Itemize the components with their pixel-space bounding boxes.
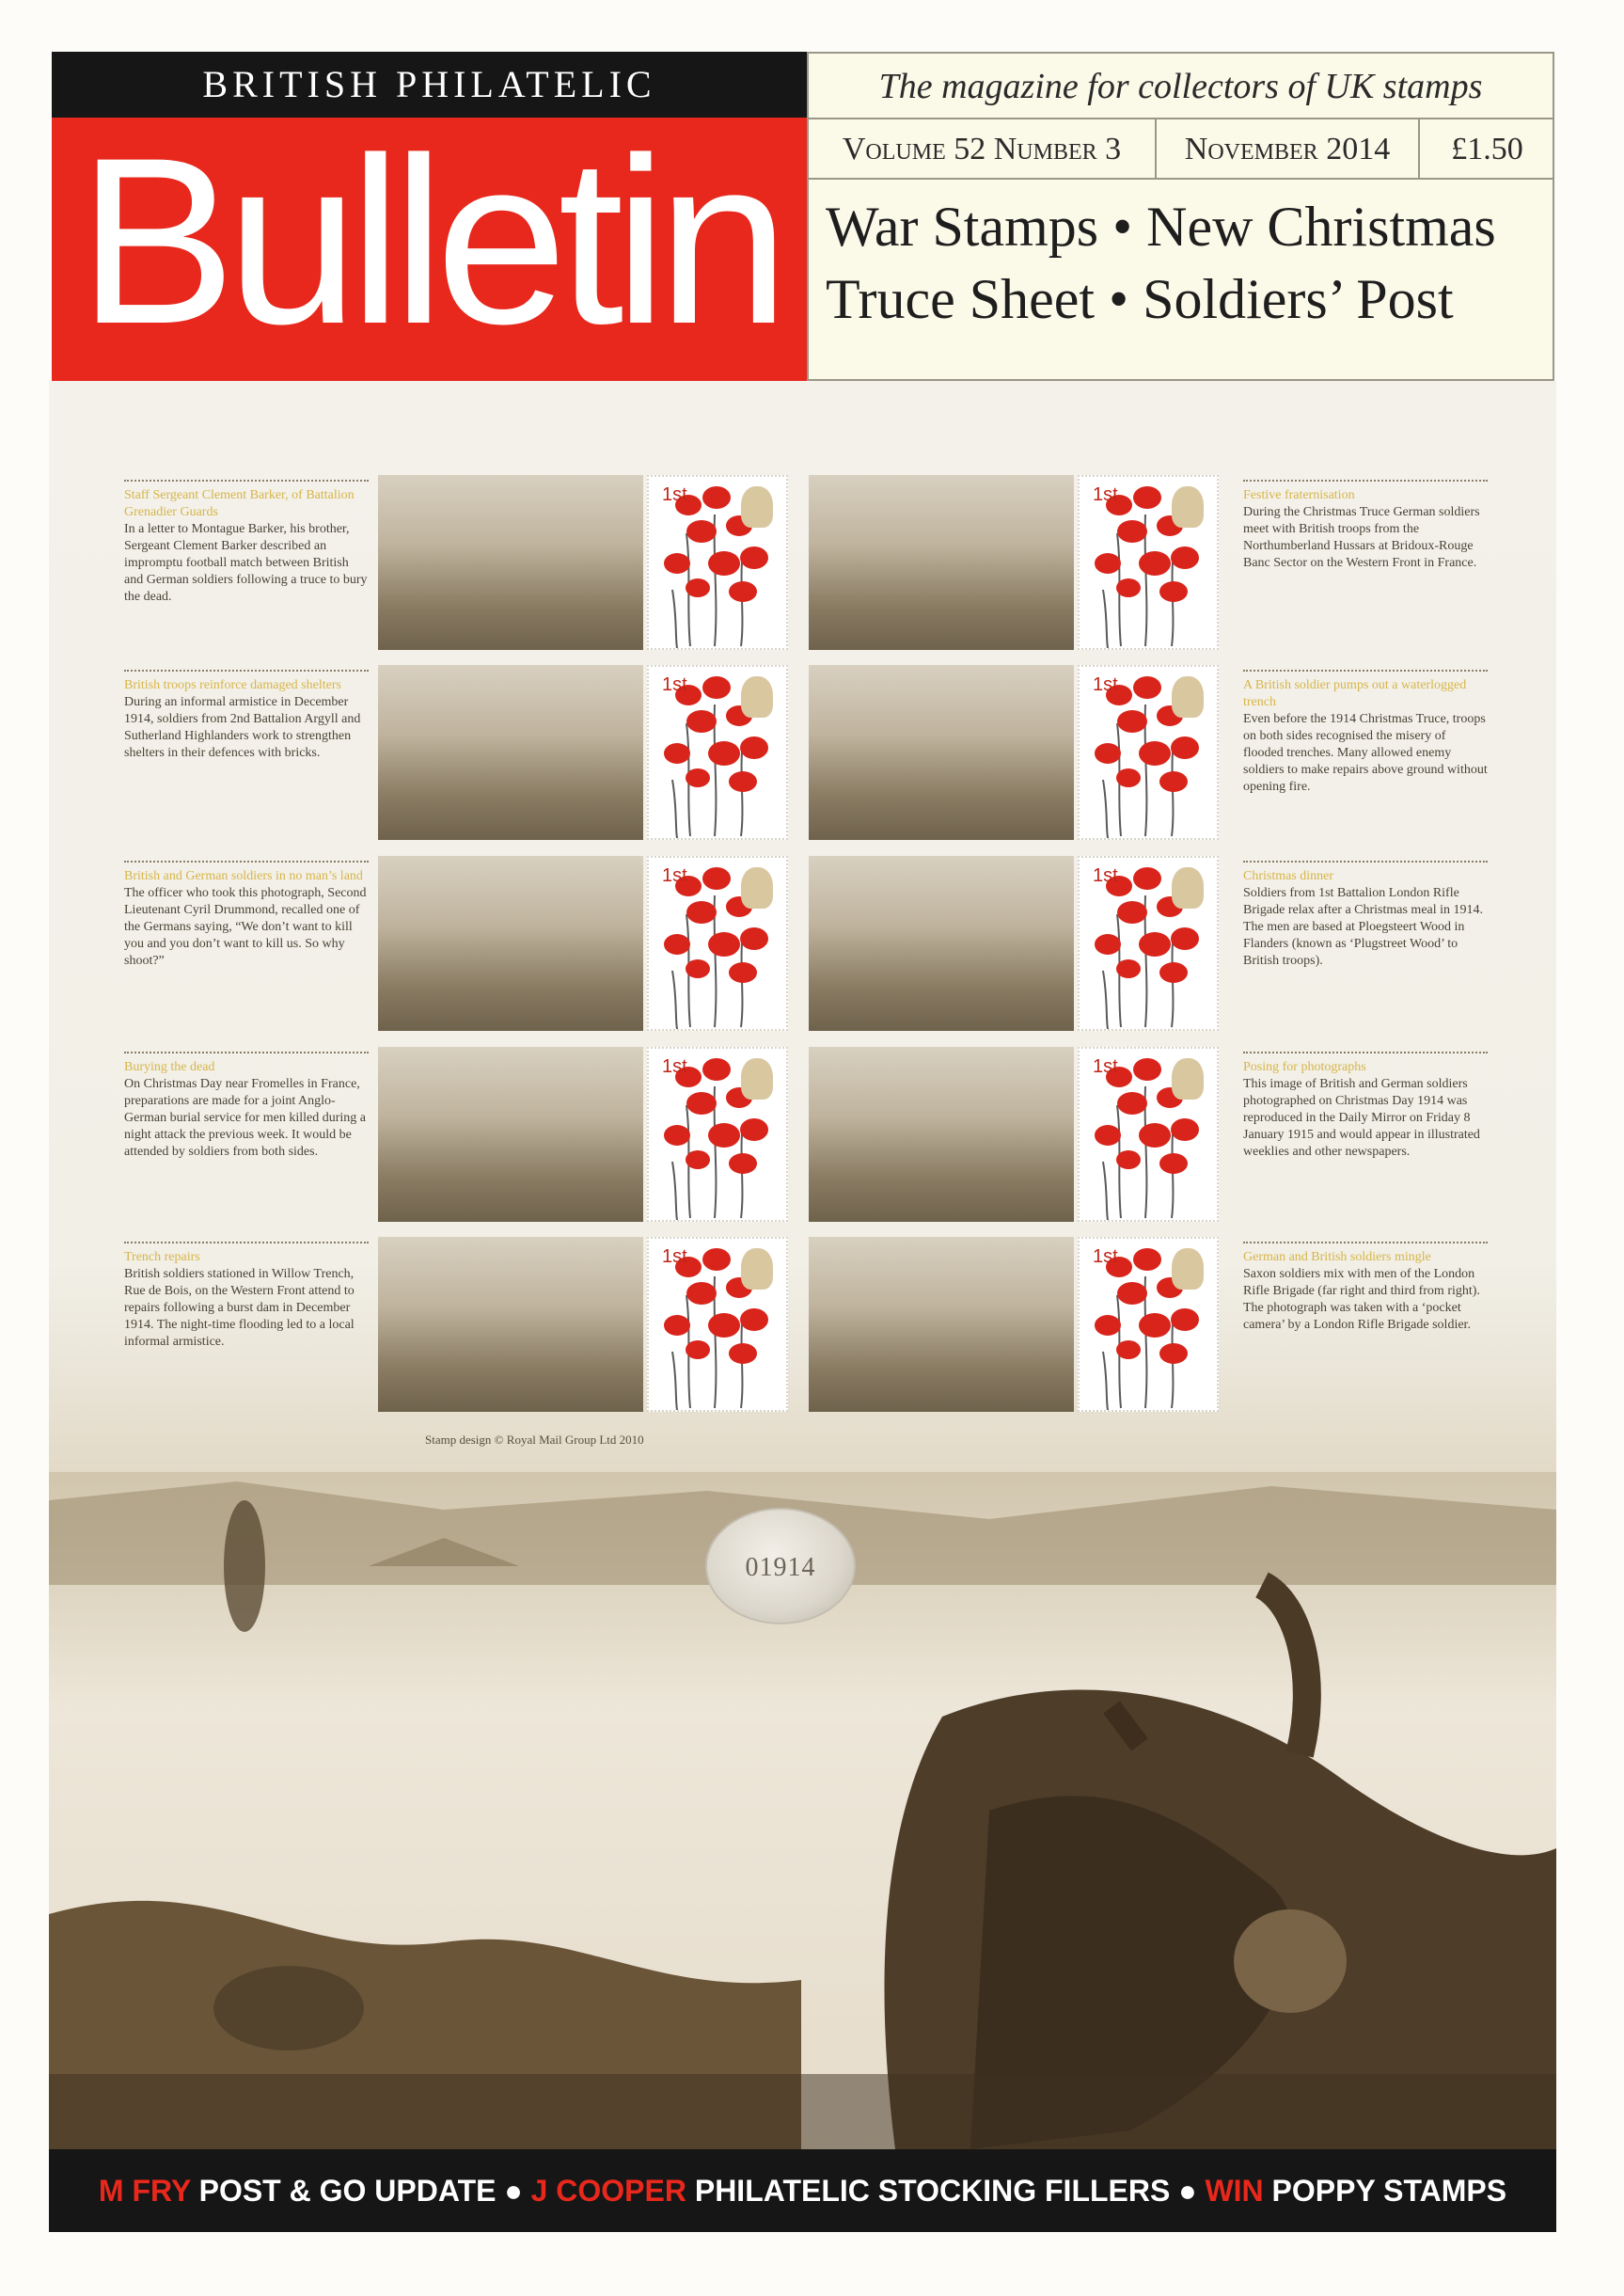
sheet-photo [378,1237,643,1412]
queen-head-icon [1172,676,1204,718]
teaser-3-name: WIN [1205,2174,1264,2208]
poppy-stamp [647,665,788,840]
tagline: The magazine for collectors of UK stamps [809,54,1553,119]
queen-head-icon [741,486,773,528]
poppy-stamp [1078,856,1219,1031]
queen-head-icon [741,867,773,909]
sheet-photo [378,665,643,840]
queen-head-icon [1172,486,1204,528]
poppy-stamp [1078,1047,1219,1222]
caption-left-2: British troops reinforce damaged shelters During an informal armistice in December 1914, soldiers from 2nd Battalion Argyll and Sutherland Highlanders work to strengthen shelters in their defences with bricks. [124,670,369,762]
queen-head-icon [1172,1248,1204,1290]
queen-head-icon [741,1248,773,1290]
queen-head-icon [741,1058,773,1100]
caption-right-5: German and British soldiers mingle Saxon soldiers mix with men of the London Rifle Brigade (far right and third from right). The photograph was taken with a ‘pocket camera’ by a London Rifle Brigade soldier. [1243,1242,1488,1334]
poppy-stamp [647,475,788,650]
sheet-photo [809,665,1074,840]
sheet-photo [809,1237,1074,1412]
issue-info-row [809,119,1553,180]
stamp-denomination: 1st [662,674,687,695]
queen-head-icon [741,676,773,718]
masthead-info-panel [807,52,1554,381]
caption-left-1: Staff Sergeant Clement Barker, of Battalion Grenadier Guards In a letter to Montague Barker, his brother, Sergeant Clement Barker described an impromptu football match between British and German soldiers following a truce to bury the dead. [124,480,369,606]
stamp-denomination: 1st [662,1056,687,1077]
stamp-denomination: 1st [1093,865,1118,886]
tag-number: 01914 [745,1553,816,1582]
identity-tag-icon [705,1508,856,1624]
poppy-stamp [1078,1237,1219,1412]
sheet-photo [378,856,643,1031]
caption-left-4: Burying the dead On Christmas Day near Fromelles in France, preparations are made for a joint Anglo-German burial service for men killed during a night attack the previous week. It would be attended by soldiers from both sides. [124,1052,369,1161]
title-block [52,109,807,381]
caption-right-4: Posing for photographs This image of British and German soldiers photographed on Christmas Day 1914 was reproduced in the Daily Mirror on Friday 8 January 1915 and would appear in illustrated weeklies and other newspapers. [1243,1052,1488,1161]
footer-teasers [49,2149,1556,2232]
stamp-denomination: 1st [662,484,687,505]
poppy-stamp [1078,475,1219,650]
poppy-stamp [647,856,788,1031]
teaser-3-text: POPPY STAMPS [1271,2174,1507,2208]
teaser-2-name: J COOPER [530,2174,686,2208]
headline-line-2: Truce Sheet • Soldiers’ Post [826,268,1454,330]
teaser-1-text: POST & GO UPDATE [198,2174,497,2208]
magazine-title: Bulletin [78,109,780,373]
issue-date: November 2014 [1157,119,1420,178]
teaser-1-name: M FRY [98,2174,191,2208]
queen-head-icon [1172,1058,1204,1100]
separator-dot: ● [504,2174,523,2208]
stamp-denomination: 1st [662,1246,687,1267]
stamp-denomination: 1st [1093,674,1118,695]
publisher-name: BRITISH PHILATELIC [52,52,807,118]
stamp-denomination: 1st [1093,484,1118,505]
stamp-denomination: 1st [1093,1056,1118,1077]
poppy-stamp [647,1047,788,1222]
sheet-photo [809,475,1074,650]
volume-number: Volume 52 Number 3 [809,119,1157,178]
stamp-denomination: 1st [662,865,687,886]
teaser-2-text: PHILATELIC STOCKING FILLERS [694,2174,1171,2208]
sheet-photo [809,856,1074,1031]
poppy-stamp [1078,665,1219,840]
sheet-credit: Stamp design © Royal Mail Group Ltd 2010 [425,1433,644,1447]
separator-dot: ● [1178,2174,1197,2208]
cover-price: £1.50 [1451,132,1523,166]
sheet-photo [809,1047,1074,1222]
caption-right-2: A British soldier pumps out a waterlogged trench Even before the 1914 Christmas Truce, troops on both sides recognised the misery of flooded trenches. Many allowed enemy soldiers to make repairs above ground without opening fire. [1243,670,1488,796]
caption-left-3: British and German soldiers in no man’s land The officer who took this photograph, Second Lieutenant Cyril Drummond, recalled one of the Germans saying, “We don’t want to kill you and you don’t want to kill us. So why shoot?” [124,861,369,970]
poppy-stamp [647,1237,788,1412]
sheet-photo [378,475,643,650]
stamp-denomination: 1st [1093,1246,1118,1267]
caption-right-1: Festive fraternisation During the Christmas Truce German soldiers meet with British troops from the Northumberland Hussars at Bridoux-Rouge Banc Sector on the Western Front in France. [1243,480,1488,572]
queen-head-icon [1172,867,1204,909]
caption-left-5: Trench repairs British soldiers stationed in Willow Trench, Rue de Bois, on the Western Front attend to repairs following a burst dam in December 1914. The night-time flooding led to a local informal armistice. [124,1242,369,1351]
sheet-photo [378,1047,643,1222]
cover-photo [49,381,1556,2149]
headline-line-1: War Stamps • New Christmas [826,196,1496,258]
caption-right-3: Christmas dinner Soldiers from 1st Battalion London Rifle Brigade relax after a Christmas meal in 1914. The men are based at Ploegsteert Wood in Flanders (known as ‘Plugstreet Wood’ to British troops). [1243,861,1488,970]
